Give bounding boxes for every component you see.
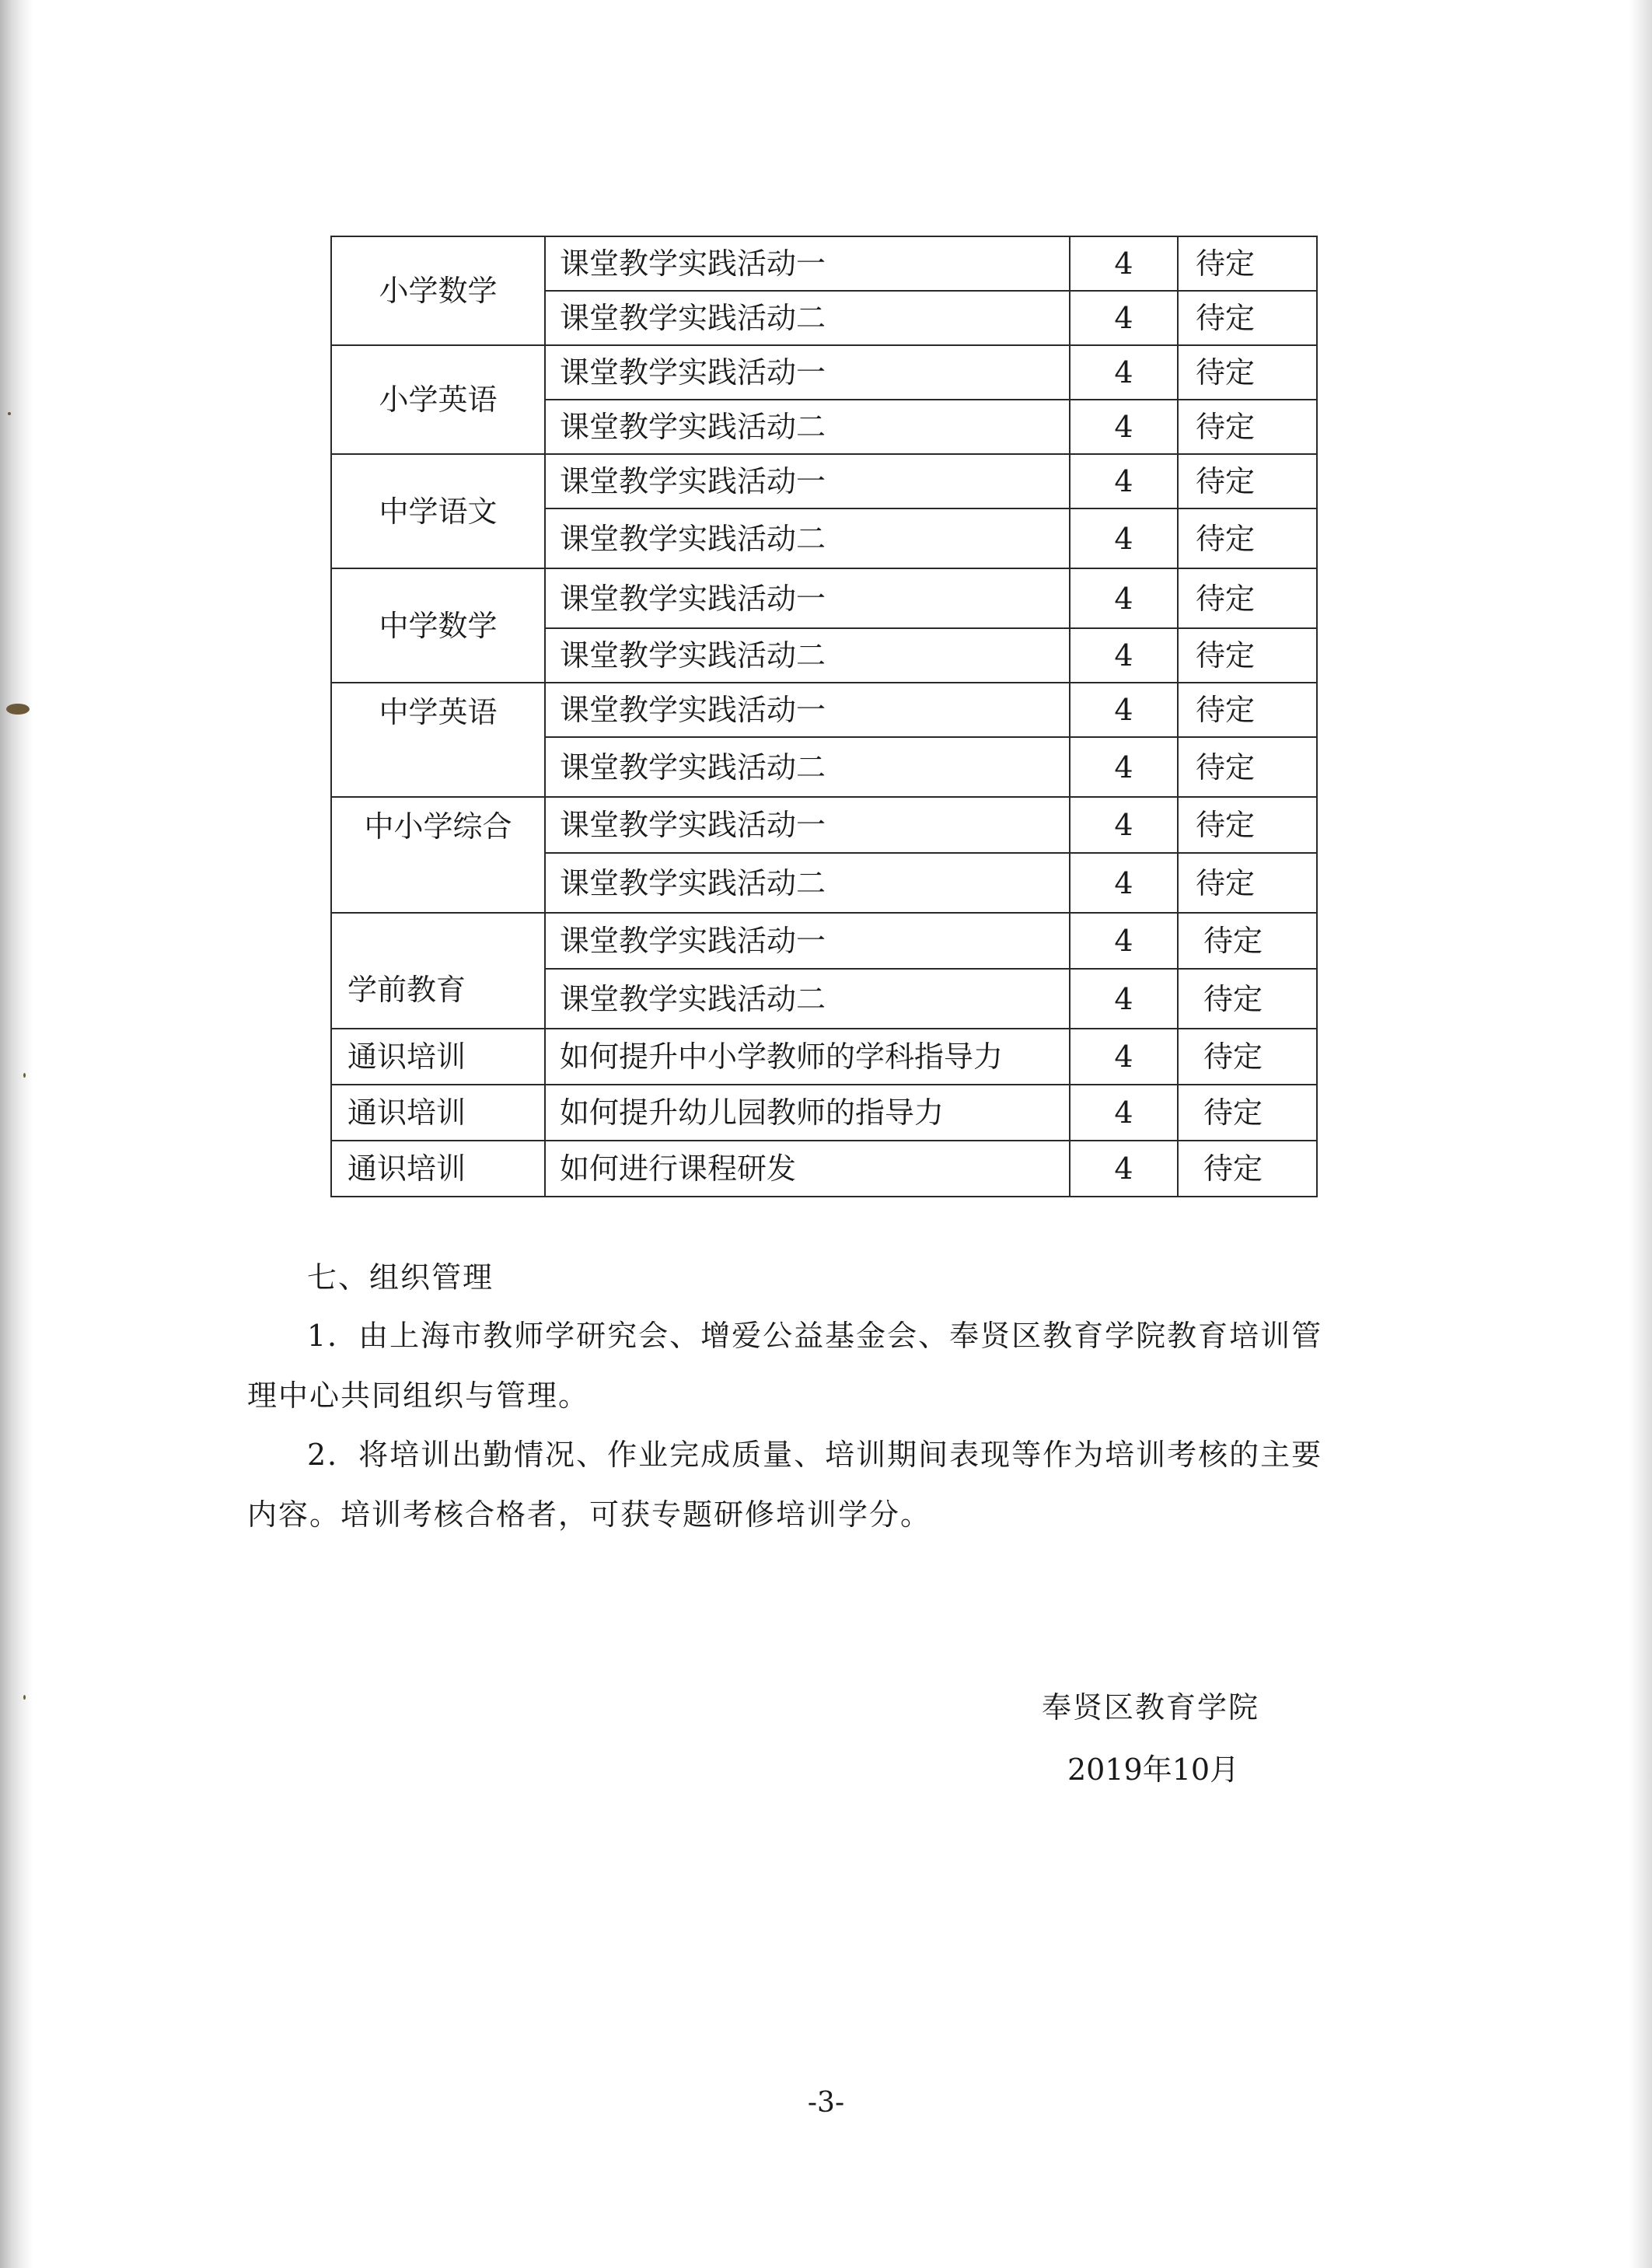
- scan-shadow-left: [0, 0, 33, 2268]
- table-row: [331, 454, 1317, 508]
- hours-cell: 4: [1070, 969, 1178, 1029]
- hours-cell: 4: [1070, 1085, 1178, 1141]
- signature-date: 2019年10月: [1067, 1753, 1240, 1787]
- activity-cell: 课堂教学实践活动一: [545, 454, 1070, 508]
- activity-cell: 课堂教学实践活动一: [545, 236, 1070, 291]
- activity-cell: 课堂教学实践活动二: [545, 853, 1070, 913]
- table-row: [331, 568, 1317, 628]
- item1-line2: 理中心共同组织与管理。: [247, 1379, 590, 1413]
- table-row: [331, 236, 1317, 291]
- scan-speck: [6, 704, 30, 715]
- training-schedule-table: [330, 236, 1318, 1197]
- hours-cell: 4: [1070, 236, 1178, 291]
- status-cell: 待定: [1178, 1085, 1317, 1141]
- table-row: [331, 1029, 1317, 1085]
- activity-cell: 课堂教学实践活动一: [545, 797, 1070, 853]
- status-cell: 待定: [1178, 508, 1317, 568]
- activity-cell: 课堂教学实践活动二: [545, 291, 1070, 345]
- hours-cell: 4: [1070, 508, 1178, 568]
- status-cell: 待定: [1178, 454, 1317, 508]
- hours-cell: 4: [1070, 400, 1178, 454]
- status-cell: 待定: [1178, 737, 1317, 797]
- status-cell: 待定: [1178, 853, 1317, 913]
- activity-cell: 如何提升幼儿园教师的指导力: [545, 1085, 1070, 1141]
- activity-cell: 如何提升中小学教师的学科指导力: [545, 1029, 1070, 1085]
- subject-cell: 小学数学: [331, 236, 545, 345]
- status-cell: 待定: [1178, 400, 1317, 454]
- scan-shadow-right: [1629, 0, 1652, 2268]
- activity-cell: 课堂教学实践活动二: [545, 628, 1070, 683]
- activity-cell: 课堂教学实践活动一: [545, 683, 1070, 737]
- subject-cell: 通识培训: [331, 1141, 545, 1197]
- scan-speck: [8, 412, 11, 415]
- table-row: [331, 913, 1317, 969]
- item1-line1: 1．由上海市教师学研究会、增爱公益基金会、奉贤区教育学院教育培训管: [307, 1319, 1323, 1353]
- subject-cell: 中小学综合: [331, 797, 545, 913]
- subject-cell: 中学语文: [331, 454, 545, 568]
- hours-cell: 4: [1070, 853, 1178, 913]
- status-cell: 待定: [1178, 236, 1317, 291]
- hours-cell: 4: [1070, 345, 1178, 400]
- table-row: [331, 797, 1317, 853]
- activity-cell: 课堂教学实践活动二: [545, 969, 1070, 1029]
- scan-speck: [23, 1073, 26, 1078]
- activity-cell: 课堂教学实践活动一: [545, 345, 1070, 400]
- hours-cell: 4: [1070, 568, 1178, 628]
- subject-cell: 小学英语: [331, 345, 545, 454]
- hours-cell: 4: [1070, 628, 1178, 683]
- hours-cell: 4: [1070, 1141, 1178, 1197]
- signature-organization: 奉贤区教育学院: [1042, 1690, 1260, 1725]
- subject-cell: 通识培训: [331, 1085, 545, 1141]
- section-heading: 七、组织管理: [307, 1260, 494, 1295]
- hours-cell: 4: [1070, 797, 1178, 853]
- table-row: [331, 345, 1317, 400]
- scan-speck: [23, 1695, 26, 1700]
- hours-cell: 4: [1070, 1029, 1178, 1085]
- table-row: [331, 683, 1317, 737]
- hours-cell: 4: [1070, 737, 1178, 797]
- hours-cell: 4: [1070, 683, 1178, 737]
- status-cell: 待定: [1178, 1141, 1317, 1197]
- subject-cell: 中学数学: [331, 568, 545, 683]
- item2-line2: 内容。培训考核合格者，可获专题研修培训学分。: [247, 1497, 932, 1532]
- item2-line1: 2．将培训出勤情况、作业完成质量、培训期间表现等作为培训考核的主要: [307, 1438, 1323, 1472]
- status-cell: 待定: [1178, 628, 1317, 683]
- table-row: [331, 1141, 1317, 1197]
- subject-cell: 学前教育: [331, 913, 545, 1029]
- status-cell: 待定: [1178, 683, 1317, 737]
- subject-cell: 中学英语: [331, 683, 545, 797]
- status-cell: 待定: [1178, 913, 1317, 969]
- activity-cell: 课堂教学实践活动一: [545, 568, 1070, 628]
- status-cell: 待定: [1178, 345, 1317, 400]
- activity-cell: 如何进行课程研发: [545, 1141, 1070, 1197]
- hours-cell: 4: [1070, 291, 1178, 345]
- subject-cell: 通识培训: [331, 1029, 545, 1085]
- page-number: -3-: [807, 2087, 845, 2119]
- status-cell: 待定: [1178, 291, 1317, 345]
- status-cell: 待定: [1178, 797, 1317, 853]
- activity-cell: 课堂教学实践活动二: [545, 737, 1070, 797]
- status-cell: 待定: [1178, 568, 1317, 628]
- activity-cell: 课堂教学实践活动一: [545, 913, 1070, 969]
- table-row: [331, 1085, 1317, 1141]
- hours-cell: 4: [1070, 913, 1178, 969]
- status-cell: 待定: [1178, 1029, 1317, 1085]
- status-cell: 待定: [1178, 969, 1317, 1029]
- activity-cell: 课堂教学实践活动二: [545, 508, 1070, 568]
- hours-cell: 4: [1070, 454, 1178, 508]
- activity-cell: 课堂教学实践活动二: [545, 400, 1070, 454]
